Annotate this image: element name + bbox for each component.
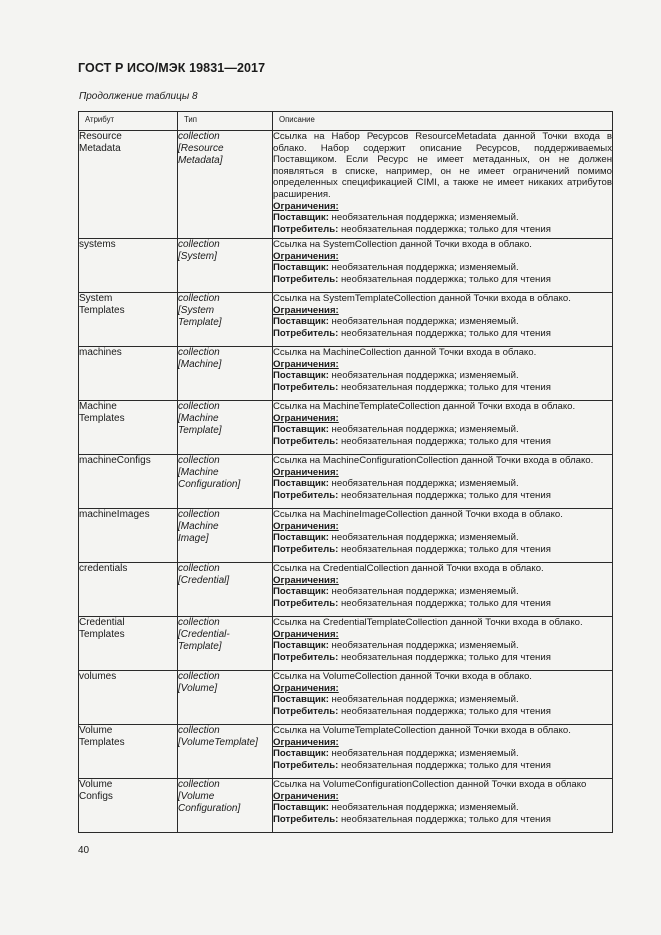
type-name: Template] xyxy=(178,641,222,652)
attributes-table xyxy=(78,111,613,833)
type-name: Configuration] xyxy=(178,479,241,490)
description-text: Ссылка на VolumeTemplateCollection данной Точки входа в облако. xyxy=(273,725,571,736)
type-name: collection xyxy=(178,455,220,466)
attribute-cell xyxy=(79,563,178,617)
attribute-cell xyxy=(79,617,178,671)
table-row xyxy=(79,455,613,509)
provider-label: Поставщик: xyxy=(273,640,329,652)
attribute-name: Templates xyxy=(79,413,125,424)
type-name: [Machine] xyxy=(178,359,222,370)
consumer-restriction xyxy=(273,224,612,236)
type-cell xyxy=(178,671,273,725)
attribute-cell xyxy=(79,239,178,293)
type-name: collection xyxy=(178,617,220,628)
provider-label: Поставщик: xyxy=(273,586,329,598)
table-row xyxy=(79,725,613,779)
provider-text: необязательная поддержка; изменяемый. xyxy=(328,532,519,544)
provider-label: Поставщик: xyxy=(273,478,329,490)
column-header-description: Описание xyxy=(273,112,613,131)
provider-restriction xyxy=(273,586,612,598)
table-row xyxy=(79,293,613,347)
table-row xyxy=(79,563,613,617)
consumer-restriction xyxy=(273,598,612,610)
provider-restriction xyxy=(273,694,612,706)
provider-text: необязательная поддержка; изменяемый. xyxy=(328,212,519,224)
consumer-label: Потребитель: xyxy=(273,543,339,555)
type-name: collection xyxy=(178,509,220,520)
table-continuation-caption: Продолжение таблицы 8 xyxy=(79,91,198,102)
description-text: Ссылка на MachineImageCollection данной Точки входа в облако. xyxy=(273,509,563,520)
type-cell xyxy=(178,131,273,239)
description-text: Ссылка на SystemTemplateCollection данной Точки входа в облако. xyxy=(273,293,571,304)
attribute-name: Resource xyxy=(79,131,122,142)
provider-label: Поставщик: xyxy=(273,370,329,382)
provider-restriction xyxy=(273,370,612,382)
attribute-name: machineImages xyxy=(79,509,150,520)
type-cell xyxy=(178,293,273,347)
restrictions-label: Ограничения: xyxy=(273,200,339,212)
type-name: collection xyxy=(178,131,220,142)
attribute-name: machineConfigs xyxy=(79,455,151,466)
provider-label: Поставщик: xyxy=(273,262,329,274)
description-cell xyxy=(273,293,613,347)
type-name: [VolumeTemplate] xyxy=(178,737,258,748)
consumer-restriction xyxy=(273,544,612,556)
type-name: [Volume xyxy=(178,791,215,802)
consumer-text: необязательная поддержка; только для чтения xyxy=(338,543,551,555)
type-cell xyxy=(178,725,273,779)
consumer-text: необязательная поддержка; только для чтения xyxy=(338,489,551,501)
provider-text: необязательная поддержка; изменяемый. xyxy=(328,478,519,490)
type-cell xyxy=(178,779,273,833)
description-text: Ссылка на MachineTemplateCollection данной Точки входа в облако. xyxy=(273,401,576,412)
description-text: Ссылка на VolumeCollection данной Точки входа в облако. xyxy=(273,671,532,682)
document-header-title: ГОСТ Р ИСО/МЭК 19831—2017 xyxy=(78,61,266,75)
provider-text: необязательная поддержка; изменяемый. xyxy=(328,802,519,814)
type-name: [Credential] xyxy=(178,575,230,586)
provider-restriction xyxy=(273,424,612,436)
provider-text: необязательная поддержка; изменяемый. xyxy=(328,748,519,760)
provider-label: Поставщик: xyxy=(273,748,329,760)
consumer-text: необязательная поддержка; только для чтения xyxy=(338,327,551,339)
consumer-label: Потребитель: xyxy=(273,651,339,663)
description-cell xyxy=(273,347,613,401)
consumer-label: Потребитель: xyxy=(273,273,339,285)
attribute-cell xyxy=(79,671,178,725)
type-cell xyxy=(178,401,273,455)
provider-restriction xyxy=(273,802,612,814)
type-name: collection xyxy=(178,347,220,358)
attribute-name: Volume xyxy=(79,725,113,736)
type-name: collection xyxy=(178,293,220,304)
attribute-name: System xyxy=(79,293,113,304)
description-text: Ссылка на SystemCollection данной Точки входа в облако. xyxy=(273,239,532,250)
consumer-restriction xyxy=(273,652,612,664)
attribute-name: machines xyxy=(79,347,122,358)
provider-text: необязательная поддержка; изменяемый. xyxy=(328,694,519,706)
table-row xyxy=(79,239,613,293)
table-row xyxy=(79,347,613,401)
restrictions-label: Ограничения: xyxy=(273,412,339,424)
restrictions-label: Ограничения: xyxy=(273,466,339,478)
consumer-restriction xyxy=(273,382,612,394)
consumer-restriction xyxy=(273,706,612,718)
consumer-label: Потребитель: xyxy=(273,759,339,771)
consumer-label: Потребитель: xyxy=(273,435,339,447)
restrictions-label: Ограничения: xyxy=(273,358,339,370)
attribute-name: Metadata xyxy=(79,143,121,154)
provider-label: Поставщик: xyxy=(273,316,329,328)
provider-restriction xyxy=(273,478,612,490)
type-name: collection xyxy=(178,725,220,736)
consumer-restriction xyxy=(273,490,612,502)
table-row xyxy=(79,401,613,455)
consumer-restriction xyxy=(273,436,612,448)
table-body xyxy=(79,131,613,833)
attribute-name: Templates xyxy=(79,305,125,316)
type-name: [Machine xyxy=(178,413,219,424)
consumer-text: необязательная поддержка; только для чтения xyxy=(338,651,551,663)
consumer-text: необязательная поддержка; только для чтения xyxy=(338,381,551,393)
type-cell xyxy=(178,347,273,401)
provider-text: необязательная поддержка; изменяемый. xyxy=(328,316,519,328)
provider-label: Поставщик: xyxy=(273,212,329,224)
attribute-cell xyxy=(79,347,178,401)
consumer-label: Потребитель: xyxy=(273,597,339,609)
provider-text: необязательная поддержка; изменяемый. xyxy=(328,640,519,652)
provider-text: необязательная поддержка; изменяемый. xyxy=(328,424,519,436)
provider-text: необязательная поддержка; изменяемый. xyxy=(328,586,519,598)
attribute-cell xyxy=(79,131,178,239)
provider-restriction xyxy=(273,640,612,652)
description-cell xyxy=(273,401,613,455)
description-cell xyxy=(273,779,613,833)
restrictions-label: Ограничения: xyxy=(273,628,339,640)
table-row xyxy=(79,779,613,833)
type-name: Template] xyxy=(178,317,222,328)
attribute-cell xyxy=(79,509,178,563)
consumer-label: Потребитель: xyxy=(273,327,339,339)
attribute-name: credentials xyxy=(79,563,128,574)
consumer-restriction xyxy=(273,814,612,826)
type-name: [System] xyxy=(178,251,217,262)
attribute-name: Volume xyxy=(79,779,113,790)
provider-label: Поставщик: xyxy=(273,694,329,706)
type-cell xyxy=(178,455,273,509)
attribute-name: Machine xyxy=(79,401,117,412)
type-cell xyxy=(178,509,273,563)
provider-restriction xyxy=(273,262,612,274)
type-name: [Credential- xyxy=(178,629,230,640)
attribute-cell xyxy=(79,725,178,779)
type-cell xyxy=(178,617,273,671)
attribute-name: systems xyxy=(79,239,116,250)
attribute-name: Credential xyxy=(79,617,125,628)
consumer-label: Потребитель: xyxy=(273,813,339,825)
table-row xyxy=(79,509,613,563)
consumer-text: необязательная поддержка; только для чтения xyxy=(338,435,551,447)
table-header-row xyxy=(79,112,613,131)
type-name: collection xyxy=(178,563,220,574)
description-cell xyxy=(273,671,613,725)
provider-text: необязательная поддержка; изменяемый. xyxy=(328,262,519,274)
consumer-label: Потребитель: xyxy=(273,381,339,393)
table-row xyxy=(79,617,613,671)
provider-label: Поставщик: xyxy=(273,802,329,814)
consumer-text: необязательная поддержка; только для чтения xyxy=(338,273,551,285)
consumer-restriction xyxy=(273,760,612,772)
restrictions-label: Ограничения: xyxy=(273,520,339,532)
description-cell xyxy=(273,725,613,779)
provider-label: Поставщик: xyxy=(273,532,329,544)
attribute-name: Templates xyxy=(79,629,125,640)
consumer-restriction xyxy=(273,274,612,286)
table-row xyxy=(79,671,613,725)
consumer-label: Потребитель: xyxy=(273,489,339,501)
consumer-text: необязательная поддержка; только для чтения xyxy=(338,597,551,609)
provider-restriction xyxy=(273,316,612,328)
column-header-attribute: Атрибут xyxy=(79,112,178,131)
type-name: collection xyxy=(178,401,220,412)
restrictions-label: Ограничения: xyxy=(273,790,339,802)
description-text: Ссылка на Набор Ресурсов ResourceMetadata данной Точки входа в облако. Набор содержит описание Ресурсов, поддерживаемых Поставщиком. Если Ресурс не имеет метаданных, он не должен появляться в списке, например, он не имеет ограничений помимо определенных спецификацией CIMI, а также не имеет никаких атрибутов расширения. xyxy=(273,131,612,200)
consumer-label: Потребитель: xyxy=(273,705,339,717)
attribute-name: volumes xyxy=(79,671,117,682)
description-cell xyxy=(273,239,613,293)
description-cell xyxy=(273,563,613,617)
attribute-cell xyxy=(79,455,178,509)
type-name: [Machine xyxy=(178,521,219,532)
page-number: 40 xyxy=(78,845,90,856)
description-text: Ссылка на MachineCollection данной Точки входа в облако. xyxy=(273,347,537,358)
description-cell xyxy=(273,617,613,671)
type-name: collection xyxy=(178,671,220,682)
restrictions-label: Ограничения: xyxy=(273,736,339,748)
consumer-label: Потребитель: xyxy=(273,223,339,235)
type-name: collection xyxy=(178,239,220,250)
provider-restriction xyxy=(273,748,612,760)
attribute-name: Templates xyxy=(79,737,125,748)
type-name: [Volume] xyxy=(178,683,218,694)
provider-restriction xyxy=(273,212,612,224)
provider-restriction xyxy=(273,532,612,544)
attribute-cell xyxy=(79,293,178,347)
table-row xyxy=(79,131,613,239)
type-name: Metadata] xyxy=(178,155,223,166)
type-name: [System xyxy=(178,305,215,316)
restrictions-label: Ограничения: xyxy=(273,304,339,316)
type-name: [Resource xyxy=(178,143,224,154)
type-name: Image] xyxy=(178,533,209,544)
description-cell xyxy=(273,131,613,239)
consumer-text: необязательная поддержка; только для чтения xyxy=(338,223,551,235)
type-name: collection xyxy=(178,779,220,790)
type-name: Template] xyxy=(178,425,222,436)
type-cell xyxy=(178,563,273,617)
type-name: Configuration] xyxy=(178,803,241,814)
provider-label: Поставщик: xyxy=(273,424,329,436)
consumer-text: необязательная поддержка; только для чтения xyxy=(338,813,551,825)
description-text: Ссылка на MachineConfigurationCollection данной Точки входа в облако. xyxy=(273,455,594,466)
restrictions-label: Ограничения: xyxy=(273,574,339,586)
attribute-cell xyxy=(79,401,178,455)
restrictions-label: Ограничения: xyxy=(273,682,339,694)
type-name: [Machine xyxy=(178,467,219,478)
description-text: Ссылка на CredentialCollection данной Точки входа в облако. xyxy=(273,563,544,574)
consumer-restriction xyxy=(273,328,612,340)
provider-text: необязательная поддержка; изменяемый. xyxy=(328,370,519,382)
description-cell xyxy=(273,455,613,509)
description-cell xyxy=(273,509,613,563)
attribute-cell xyxy=(79,779,178,833)
description-text: Ссылка на VolumeConfigurationCollection данной Точки входа в облако xyxy=(273,779,587,790)
column-header-type: Тип xyxy=(178,112,273,131)
restrictions-label: Ограничения: xyxy=(273,250,339,262)
attribute-name: Configs xyxy=(79,791,113,802)
type-cell xyxy=(178,239,273,293)
consumer-text: необязательная поддержка; только для чтения xyxy=(338,705,551,717)
description-text: Ссылка на CredentialTemplateCollection данной Точки входа в облако. xyxy=(273,617,583,628)
consumer-text: необязательная поддержка; только для чтения xyxy=(338,759,551,771)
